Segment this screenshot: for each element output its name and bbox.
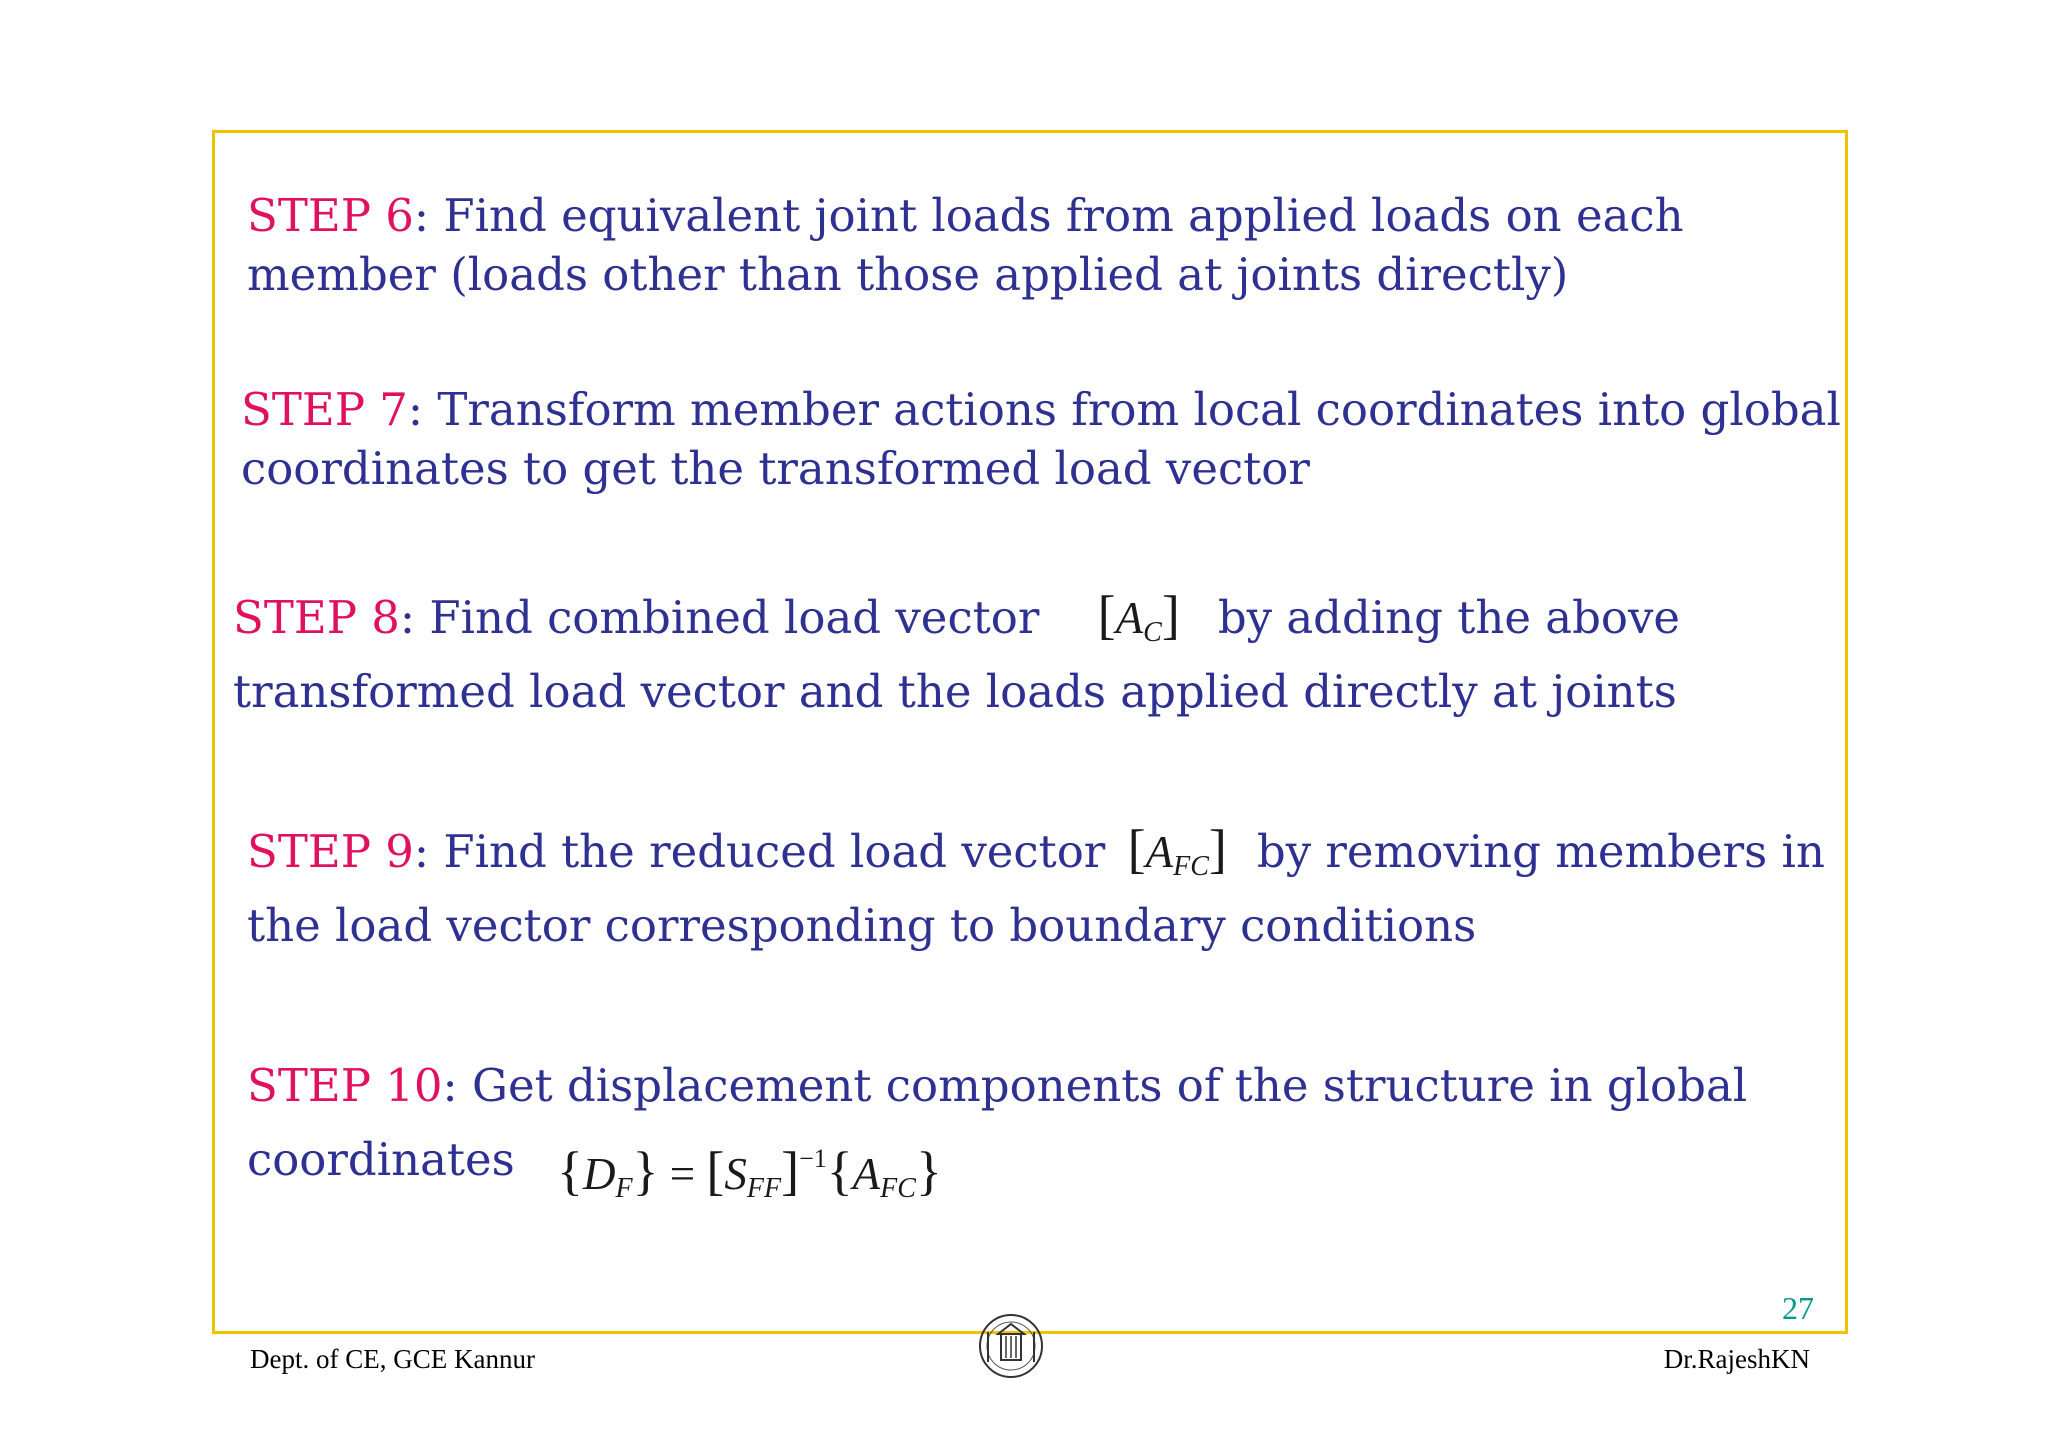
- step-8-text-2: transformed load vector and the loads applied directly at joints: [233, 665, 1677, 718]
- step-8-label: STEP 8: [233, 591, 400, 644]
- step-7-line-1: [241, 380, 1841, 439]
- step-9-text-2: the load vector corresponding to boundary conditions: [247, 899, 1477, 952]
- step-6: [247, 186, 1684, 304]
- footer-line-right: [1052, 1331, 1848, 1334]
- step-9-text-1b: by removing members in: [1256, 825, 1825, 878]
- step-7-label: STEP 7: [241, 383, 408, 436]
- step-7-text-2: coordinates to get the transformed load vector: [241, 442, 1310, 495]
- step-10: [247, 1056, 1747, 1204]
- displacement-formula: $\{D_F\} = [S_{FF}]^{-1}\{A_{FC}\}$: [557, 1141, 942, 1204]
- math-s: S: [724, 1149, 747, 1199]
- step-7: [241, 380, 1841, 498]
- math-d: D: [582, 1149, 616, 1199]
- step-10-line-2: [247, 1115, 1747, 1204]
- step-8-line-1: [233, 586, 1680, 662]
- math-equals: =: [669, 1149, 696, 1199]
- combined-load-vector-formula: $[A_C]$: [1097, 585, 1180, 648]
- step-9-text-1a: : Find the reduced load vector: [413, 825, 1106, 878]
- step-7-text-1: : Transform member actions from local coordinates into global: [407, 383, 1841, 436]
- page-number: 27: [1782, 1290, 1814, 1326]
- step-6-label: STEP 6: [247, 189, 414, 242]
- footer-author: Dr.RajeshKN: [1663, 1344, 1810, 1374]
- step-6-text-1: : Find equivalent joint loads from applied loads on each: [413, 189, 1684, 242]
- math-sub-fc-2: FC: [880, 1173, 916, 1204]
- step-9-label: STEP 9: [247, 825, 414, 878]
- step-8-text-1a: : Find combined load vector: [399, 591, 1040, 644]
- math-inverse: −1: [799, 1144, 827, 1173]
- step-8: [233, 586, 1680, 721]
- math-a-2: A: [1145, 827, 1174, 877]
- footer-department: Dept. of CE, GCE Kannur: [250, 1344, 535, 1374]
- step-10-text-2: coordinates: [247, 1133, 515, 1186]
- college-emblem-icon: [976, 1306, 1046, 1386]
- math-sub-f: F: [615, 1173, 633, 1204]
- step-9-line-1: [247, 820, 1825, 896]
- math-sub-fc: FC: [1173, 851, 1209, 882]
- step-6-line-1: [247, 186, 1684, 245]
- footer-line-left: [212, 1331, 970, 1334]
- reduced-load-vector-formula: $[A_{FC}]$: [1127, 819, 1227, 882]
- step-6-text-2: member (loads other than those applied at joints directly): [247, 248, 1569, 301]
- math-sub-c: C: [1143, 617, 1162, 648]
- math-sub-ff: FF: [746, 1173, 782, 1204]
- step-10-text-1: : Get displacement components of the structure in global: [442, 1059, 1748, 1112]
- step-10-line-1: [247, 1056, 1747, 1115]
- math-a: A: [1115, 593, 1144, 643]
- step-9: [247, 820, 1825, 955]
- step-8-text-1b: by adding the above: [1217, 591, 1681, 644]
- step-10-label: STEP 10: [247, 1059, 443, 1112]
- math-a-3: A: [852, 1149, 881, 1199]
